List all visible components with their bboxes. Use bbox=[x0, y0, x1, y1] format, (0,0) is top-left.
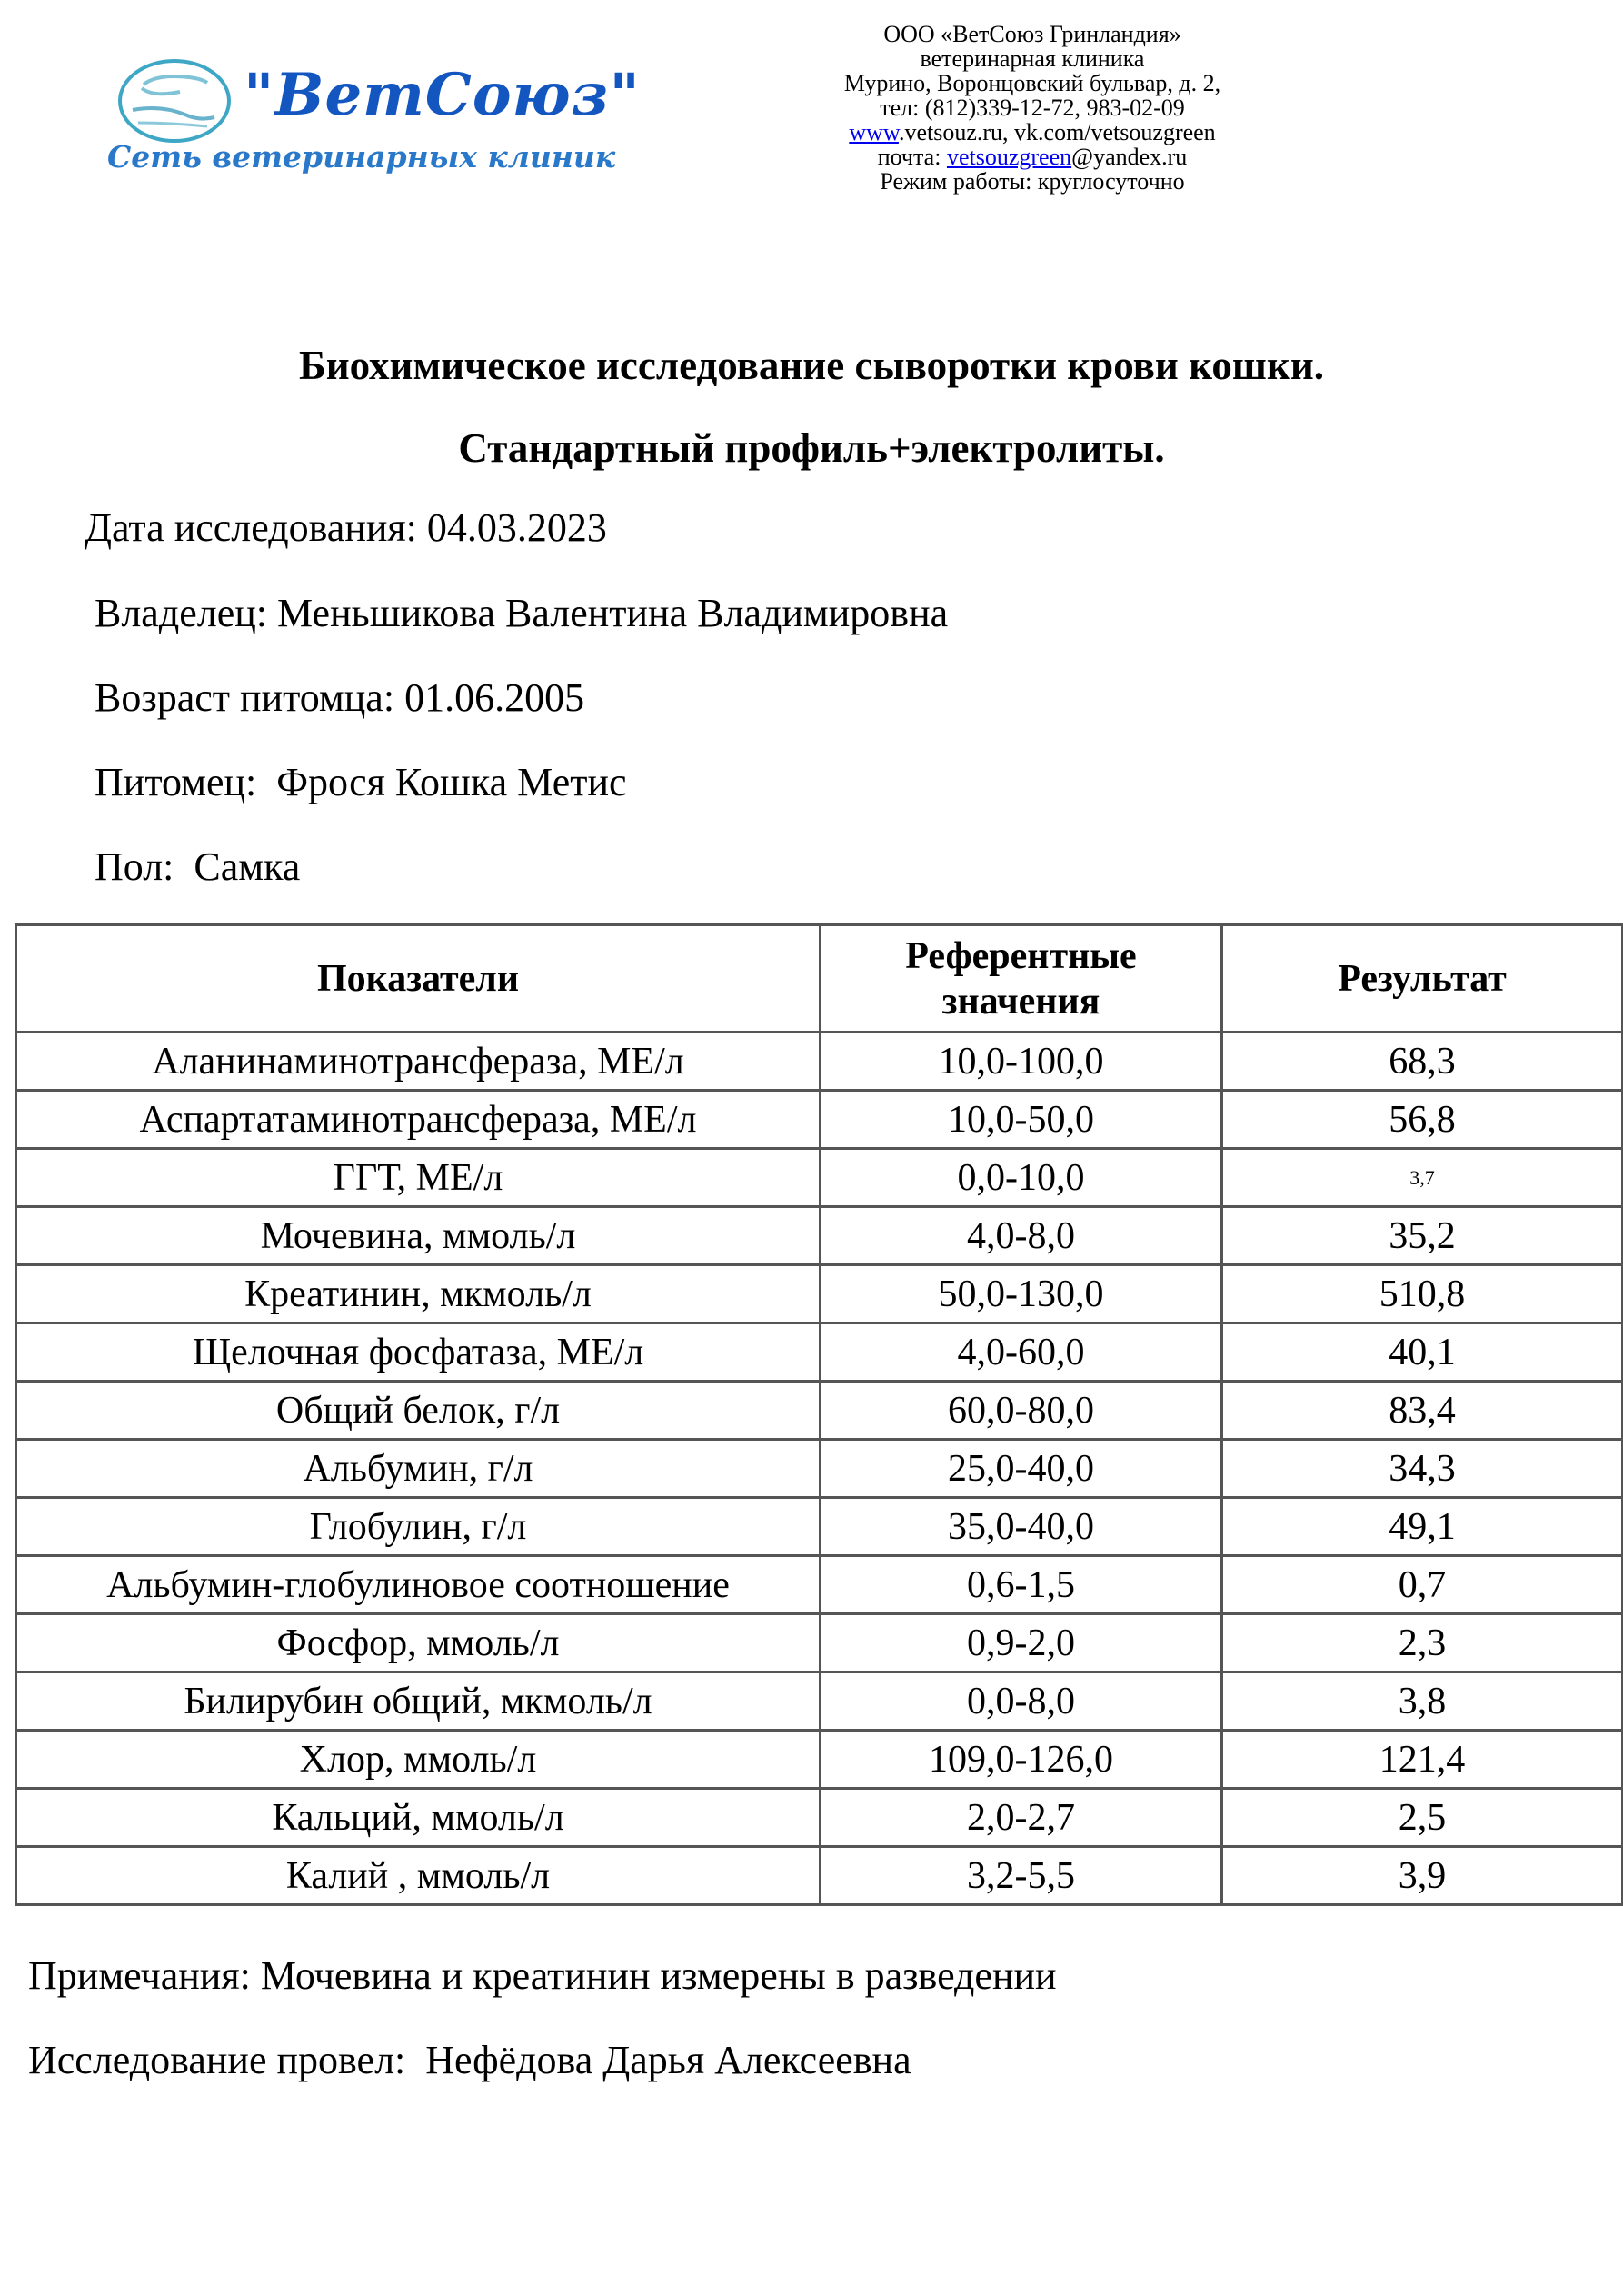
table-row bbox=[16, 1207, 1623, 1265]
page-subtitle: Стандартный профиль+электролиты. bbox=[458, 425, 1165, 471]
result-value: 56,8 bbox=[1222, 1091, 1623, 1149]
logo-subtitle: Сеть ветеринарных клиник bbox=[107, 139, 616, 175]
clinic-phone: тел: (812)339-12-72, 983-02-09 bbox=[880, 95, 1185, 121]
result-value: 3,7 bbox=[1222, 1149, 1623, 1207]
reference-range: 35,0-40,0 bbox=[821, 1498, 1222, 1556]
table-row bbox=[16, 1265, 1623, 1323]
reference-range: 3,2-5,5 bbox=[821, 1847, 1222, 1905]
email-label: почта: bbox=[877, 144, 947, 170]
reference-range: 10,0-50,0 bbox=[821, 1091, 1222, 1149]
table-row bbox=[16, 1323, 1623, 1382]
header-reference-text: Референтные значения bbox=[905, 934, 1137, 1023]
parameter-name: Билирубин общий, мкмоль/л bbox=[16, 1672, 821, 1731]
parameter-name: Общий белок, г/л bbox=[16, 1382, 821, 1440]
result-value: 3,9 bbox=[1222, 1847, 1623, 1905]
table-row bbox=[16, 1091, 1623, 1149]
parameter-name: Глобулин, г/л bbox=[16, 1498, 821, 1556]
reference-range: 4,0-8,0 bbox=[821, 1207, 1222, 1265]
result-value: 3,8 bbox=[1222, 1672, 1623, 1731]
reference-range: 4,0-60,0 bbox=[821, 1323, 1222, 1382]
parameter-name: Калий , ммоль/л bbox=[16, 1847, 821, 1905]
reference-range: 25,0-40,0 bbox=[821, 1440, 1222, 1498]
logo-title: "ВетСоюз" bbox=[244, 61, 641, 129]
clinic-type: ветеринарная клиника bbox=[920, 45, 1145, 72]
clinic-logo bbox=[107, 50, 641, 186]
result-value: 34,3 bbox=[1222, 1440, 1623, 1498]
clinic-hours: Режим работы: круглосуточно bbox=[880, 168, 1185, 195]
table-row bbox=[16, 1847, 1623, 1905]
table-row bbox=[16, 1731, 1623, 1789]
website-link[interactable]: www bbox=[849, 119, 899, 145]
hands-circle-logo-icon bbox=[116, 57, 234, 145]
table-row bbox=[16, 1149, 1623, 1207]
header-result: Результат bbox=[1222, 925, 1623, 1033]
table-header-row bbox=[16, 925, 1623, 1033]
table-row bbox=[16, 1556, 1623, 1614]
reference-range: 0,0-8,0 bbox=[821, 1672, 1222, 1731]
reference-range: 0,9-2,0 bbox=[821, 1614, 1222, 1672]
reference-range: 2,0-2,7 bbox=[821, 1789, 1222, 1847]
reference-range: 60,0-80,0 bbox=[821, 1382, 1222, 1440]
header-reference bbox=[821, 925, 1222, 1033]
result-value: 510,8 bbox=[1222, 1265, 1623, 1323]
parameter-name: Мочевина, ммоль/л bbox=[16, 1207, 821, 1265]
pet-name: Питомец: Фрося Кошка Метис bbox=[95, 760, 627, 804]
result-value: 68,3 bbox=[1222, 1033, 1623, 1091]
remarks: Примечания: Мочевина и креатинин измерены в разведении bbox=[28, 1953, 1057, 1998]
pet-birthdate: Возраст питомца: 01.06.2005 bbox=[95, 675, 585, 720]
parameter-name: Аспартатаминотрансфераза, МЕ/л bbox=[16, 1091, 821, 1149]
parameter-name: Хлор, ммоль/л bbox=[16, 1731, 821, 1789]
result-value: 121,4 bbox=[1222, 1731, 1623, 1789]
clinic-name: ООО «ВетСоюз Гринландия» bbox=[883, 21, 1181, 47]
study-date: Дата исследования: 04.03.2023 bbox=[85, 505, 607, 550]
clinic-contacts bbox=[760, 22, 1305, 194]
clinic-web bbox=[760, 120, 1305, 145]
reference-range: 10,0-100,0 bbox=[821, 1033, 1222, 1091]
email-link[interactable]: vetsouzgreen bbox=[946, 144, 1072, 170]
email-rest: @yandex.ru bbox=[1071, 144, 1188, 170]
result-value: 35,2 bbox=[1222, 1207, 1623, 1265]
result-value: 83,4 bbox=[1222, 1382, 1623, 1440]
table-row bbox=[16, 1498, 1623, 1556]
table-row bbox=[16, 1382, 1623, 1440]
performed-by: Исследование провел: Нефёдова Дарья Алексеевна bbox=[28, 2038, 911, 2082]
reference-range: 50,0-130,0 bbox=[821, 1265, 1222, 1323]
parameter-name: Аланинаминотрансфераза, МЕ/л bbox=[16, 1033, 821, 1091]
result-value: 0,7 bbox=[1222, 1556, 1623, 1614]
result-value: 40,1 bbox=[1222, 1323, 1623, 1382]
parameter-name: Кальций, ммоль/л bbox=[16, 1789, 821, 1847]
reference-range: 109,0-126,0 bbox=[821, 1731, 1222, 1789]
pet-sex: Пол: Самка bbox=[95, 844, 301, 889]
table-row bbox=[16, 1033, 1623, 1091]
parameter-name: Креатинин, мкмоль/л bbox=[16, 1265, 821, 1323]
parameter-name: Альбумин-глобулиновое соотношение bbox=[16, 1556, 821, 1614]
clinic-address: Мурино, Воронцовский бульвар, д. 2, bbox=[843, 70, 1221, 96]
header-parameter: Показатели bbox=[16, 925, 821, 1033]
result-value: 2,3 bbox=[1222, 1614, 1623, 1672]
results-table bbox=[15, 923, 1623, 1906]
table-row bbox=[16, 1789, 1623, 1847]
table-row bbox=[16, 1440, 1623, 1498]
result-value: 2,5 bbox=[1222, 1789, 1623, 1847]
parameter-name: Щелочная фосфатаза, МЕ/л bbox=[16, 1323, 821, 1382]
owner-name: Владелец: Меньшикова Валентина Владимировна bbox=[95, 591, 949, 635]
parameter-name: ГГТ, МЕ/л bbox=[16, 1149, 821, 1207]
reference-range: 0,6-1,5 bbox=[821, 1556, 1222, 1614]
page-title: Биохимическое исследование сыворотки крови кошки. bbox=[298, 343, 1324, 388]
parameter-name: Альбумин, г/л bbox=[16, 1440, 821, 1498]
reference-range: 0,0-10,0 bbox=[821, 1149, 1222, 1207]
parameter-name: Фосфор, ммоль/л bbox=[16, 1614, 821, 1672]
result-value: 49,1 bbox=[1222, 1498, 1623, 1556]
table-row bbox=[16, 1672, 1623, 1731]
clinic-email bbox=[760, 145, 1305, 169]
web-rest: .vetsouz.ru, vk.com/vetsouzgreen bbox=[898, 119, 1216, 145]
table-row bbox=[16, 1614, 1623, 1672]
